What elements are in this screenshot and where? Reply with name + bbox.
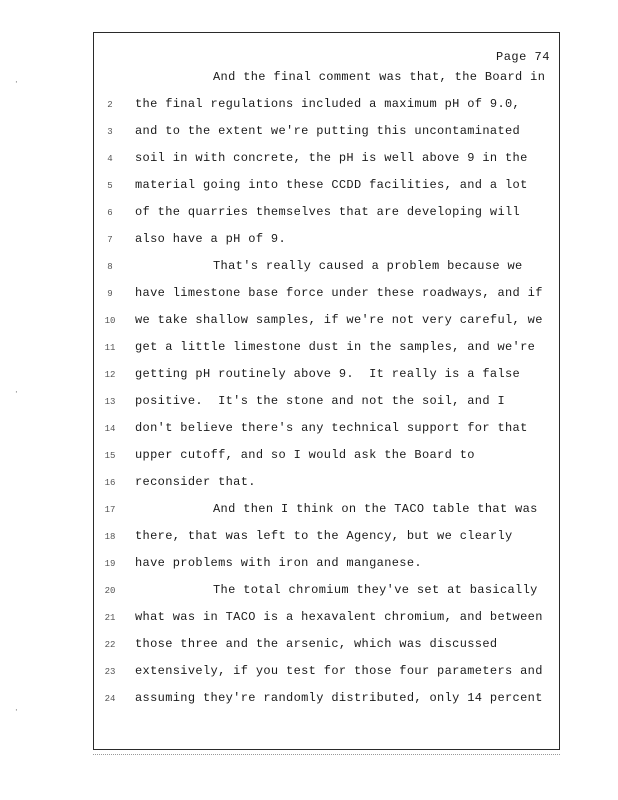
line-number: 24 (104, 694, 116, 704)
transcript-line (0, 502, 618, 522)
transcript-line (0, 394, 618, 414)
transcript-line (0, 232, 618, 252)
line-text: And the final comment was that, the Board in (213, 70, 546, 84)
line-text: get a little limestone dust in the samples, and we're (135, 340, 536, 354)
line-text: we take shallow samples, if we're not very careful, we (135, 313, 543, 327)
line-text: getting pH routinely above 9. It really is a false (135, 367, 521, 381)
line-text: have limestone base force under these roadways, and if (135, 286, 543, 300)
transcript-line (0, 448, 618, 468)
line-text: don't believe there's any technical support for that (135, 421, 528, 435)
transcript-line (0, 583, 618, 603)
line-number: 4 (107, 154, 113, 164)
transcript-line (0, 637, 618, 657)
line-number: 7 (107, 235, 113, 245)
transcript-line (0, 475, 618, 495)
transcript-line (0, 97, 618, 117)
transcript-line (0, 421, 618, 441)
line-number: 20 (104, 586, 116, 596)
line-text: those three and the arsenic, which was discussed (135, 637, 498, 651)
line-number: 3 (107, 127, 113, 137)
line-text: The total chromium they've set at basically (213, 583, 538, 597)
line-number: 8 (107, 262, 113, 272)
transcript-line (0, 691, 618, 711)
line-number: 9 (107, 289, 113, 299)
line-number: 18 (104, 532, 116, 542)
line-text: also have a pH of 9. (135, 232, 287, 246)
line-number: 10 (104, 316, 116, 326)
transcript-line (0, 367, 618, 387)
line-text: assuming they're randomly distributed, only 14 percent (135, 691, 543, 705)
line-number: 21 (104, 613, 116, 623)
line-text: of the quarries themselves that are developing will (135, 205, 521, 219)
transcript-line (0, 340, 618, 360)
line-text: And then I think on the TACO table that was (213, 502, 538, 516)
bottom-edge (93, 754, 560, 756)
line-text: there, that was left to the Agency, but we clearly (135, 529, 513, 543)
transcript-line (0, 151, 618, 171)
transcript-line (0, 556, 618, 576)
line-number: 6 (107, 208, 113, 218)
line-number: 5 (107, 181, 113, 191)
transcript-line (0, 178, 618, 198)
line-text: That's really caused a problem because we (213, 259, 523, 273)
line-number: 12 (104, 370, 116, 380)
line-text: reconsider that. (135, 475, 256, 489)
line-number: 2 (107, 100, 113, 110)
transcript-line (0, 259, 618, 279)
line-number: 16 (104, 478, 116, 488)
line-number: 19 (104, 559, 116, 569)
transcript-line (0, 664, 618, 684)
margin-mark: · (14, 78, 19, 87)
line-text: the final regulations included a maximum pH of 9.0, (135, 97, 521, 111)
transcript-line (0, 610, 618, 630)
transcript-line (0, 313, 618, 333)
line-text: have problems with iron and manganese. (135, 556, 422, 570)
line-text: extensively, if you test for those four parameters and (135, 664, 543, 678)
line-number: 13 (104, 397, 116, 407)
transcript-line (0, 70, 618, 90)
line-text: upper cutoff, and so I would ask the Board to (135, 448, 475, 462)
transcript-line (0, 205, 618, 225)
line-number: 11 (104, 343, 116, 353)
line-text: material going into these CCDD facilities, and a lot (135, 178, 528, 192)
line-text: what was in TACO is a hexavalent chromium, and between (135, 610, 543, 624)
line-number: 17 (104, 505, 116, 515)
line-number: 23 (104, 667, 116, 677)
line-text: positive. It's the stone and not the soil, and I (135, 394, 506, 408)
page-number: Page 74 (496, 50, 550, 64)
line-text: and to the extent we're putting this uncontaminated (135, 124, 521, 138)
transcript-line (0, 286, 618, 306)
margin-mark: · (14, 388, 19, 397)
transcript-line (0, 124, 618, 144)
line-text: soil in with concrete, the pH is well above 9 in the (135, 151, 528, 165)
margin-mark: · (14, 706, 19, 715)
line-number: 22 (104, 640, 116, 650)
line-number: 14 (104, 424, 116, 434)
transcript-line (0, 529, 618, 549)
line-number: 15 (104, 451, 116, 461)
